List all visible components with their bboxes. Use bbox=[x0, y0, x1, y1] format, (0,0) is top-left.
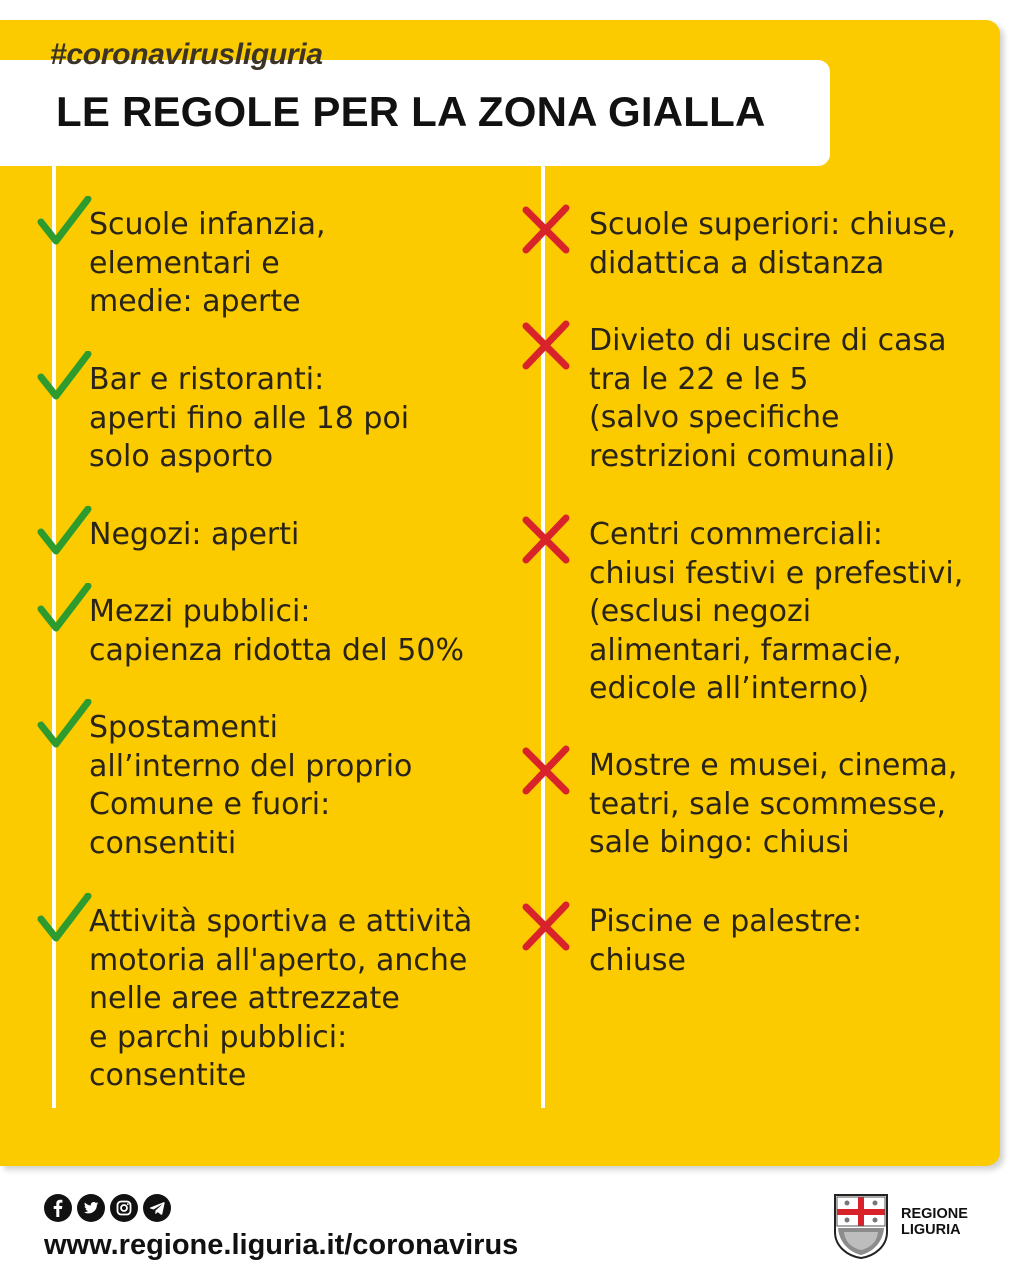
logo-text: REGIONE LIGURIA bbox=[901, 1206, 968, 1238]
cross-icon bbox=[518, 899, 574, 955]
page-title: LE REGOLE PER LA ZONA GIALLA bbox=[56, 88, 766, 135]
check-icon bbox=[36, 583, 92, 639]
allowed-item: Mezzi pubblici: capienza ridotta del 50% bbox=[89, 594, 464, 668]
allowed-item: Negozi: aperti bbox=[89, 517, 300, 552]
forbidden-item: Divieto di uscire di casa tra le 22 e le 5 (salvo specifiche restrizioni comunali) bbox=[589, 323, 947, 474]
website-link[interactable]: www.regione.liguria.it/coronavirus bbox=[44, 1229, 519, 1261]
check-icon bbox=[36, 196, 92, 252]
allowed-item: Bar e ristoranti: aperti fino alle 18 poi solo asporto bbox=[89, 362, 410, 474]
check-icon bbox=[36, 506, 92, 562]
check-icon bbox=[36, 893, 92, 949]
right-divider bbox=[541, 166, 545, 1108]
forbidden-item: Centri commerciali: chiusi festivi e prefestivi, (esclusi negozi alimentari, farmacie, edicole all’interno) bbox=[589, 517, 964, 706]
instagram-icon[interactable] bbox=[110, 1194, 138, 1222]
regione-liguria-crest-icon bbox=[832, 1192, 890, 1260]
cross-icon bbox=[518, 743, 574, 799]
hashtag[interactable]: #coronavirusliguria bbox=[50, 38, 323, 71]
allowed-item: Attività sportiva e attività motoria all'aperto, anche nelle aree attrezzate e parchi pubblici: consentite bbox=[89, 904, 473, 1093]
allowed-item: Scuole infanzia, elementari e medie: aperte bbox=[89, 207, 326, 319]
allowed-item: Spostamenti all’interno del proprio Comune e fuori: consentiti bbox=[89, 710, 413, 861]
forbidden-item: Scuole superiori: chiuse, didattica a distanza bbox=[589, 207, 957, 281]
cross-icon bbox=[518, 202, 574, 258]
facebook-icon[interactable] bbox=[44, 1194, 72, 1222]
twitter-icon[interactable] bbox=[77, 1194, 105, 1222]
cross-icon bbox=[518, 512, 574, 568]
telegram-icon[interactable] bbox=[143, 1194, 171, 1222]
forbidden-item: Piscine e palestre: chiuse bbox=[589, 904, 863, 978]
forbidden-item: Mostre e musei, cinema, teatri, sale scommesse, sale bingo: chiusi bbox=[589, 748, 958, 860]
social-icons bbox=[44, 1194, 171, 1222]
check-icon bbox=[36, 699, 92, 755]
cross-icon bbox=[518, 318, 574, 374]
check-icon bbox=[36, 351, 92, 407]
